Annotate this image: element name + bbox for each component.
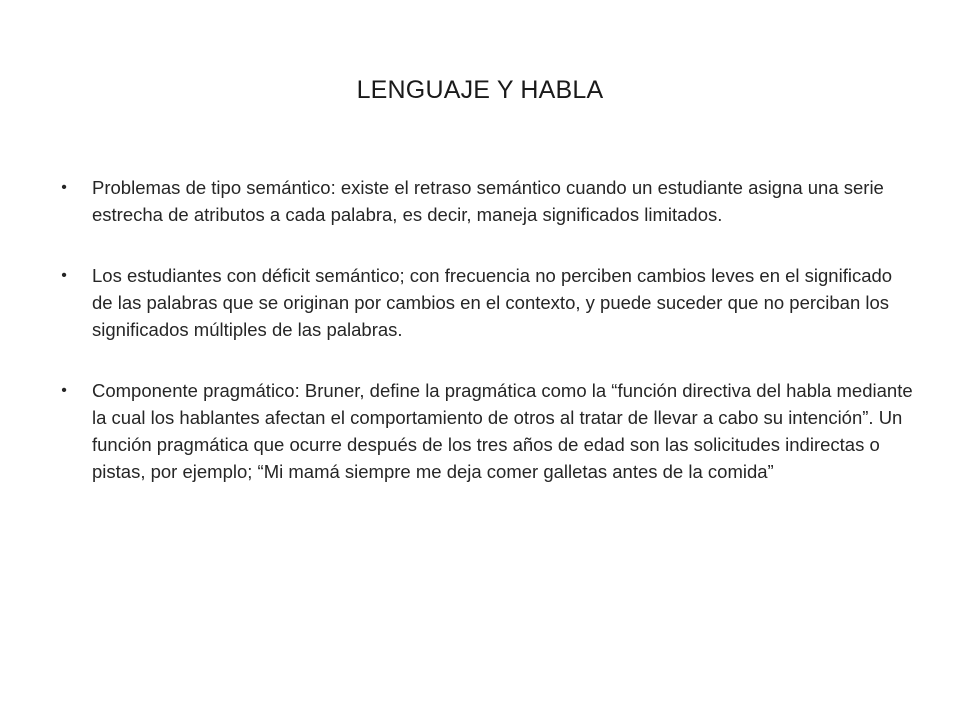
bullet-text: Los estudiantes con déficit semántico; con frecuencia no perciben cambios leves en el significado de las palabras que se originan por cambios en el contexto, y puede suceder que no perciban los significados múltiples de las palabras.	[92, 265, 893, 340]
bullet-text: Problemas de tipo semántico: existe el retraso semántico cuando un estudiante asigna una serie estrecha de atributos a cada palabra, es decir, maneja significados limitados.	[92, 177, 884, 225]
bullet-icon: •	[61, 382, 67, 399]
bullet-icon: •	[61, 179, 67, 196]
slide-title: LENGUAJE Y HABLA	[356, 76, 604, 104]
bullet-item-pragmatic-component	[58, 377, 916, 485]
bullet-item-semantic-deficit	[58, 262, 916, 343]
bullet-item-semantic-problems	[58, 174, 916, 228]
bullet-list	[58, 174, 916, 519]
bullet-text: Componente pragmático: Bruner, define la pragmática como la “función directiva del habla mediante la cual los hablantes afectan el comportamiento de otros al tratar de llevar a cabo su intención”. Un función pragmática que ocurre después de los tres años de edad son las solicitudes indirectas o pistas, por ejemplo; “Mi mamá siempre me deja comer galletas antes de la comida”	[92, 380, 913, 482]
bullet-icon: •	[61, 267, 67, 284]
